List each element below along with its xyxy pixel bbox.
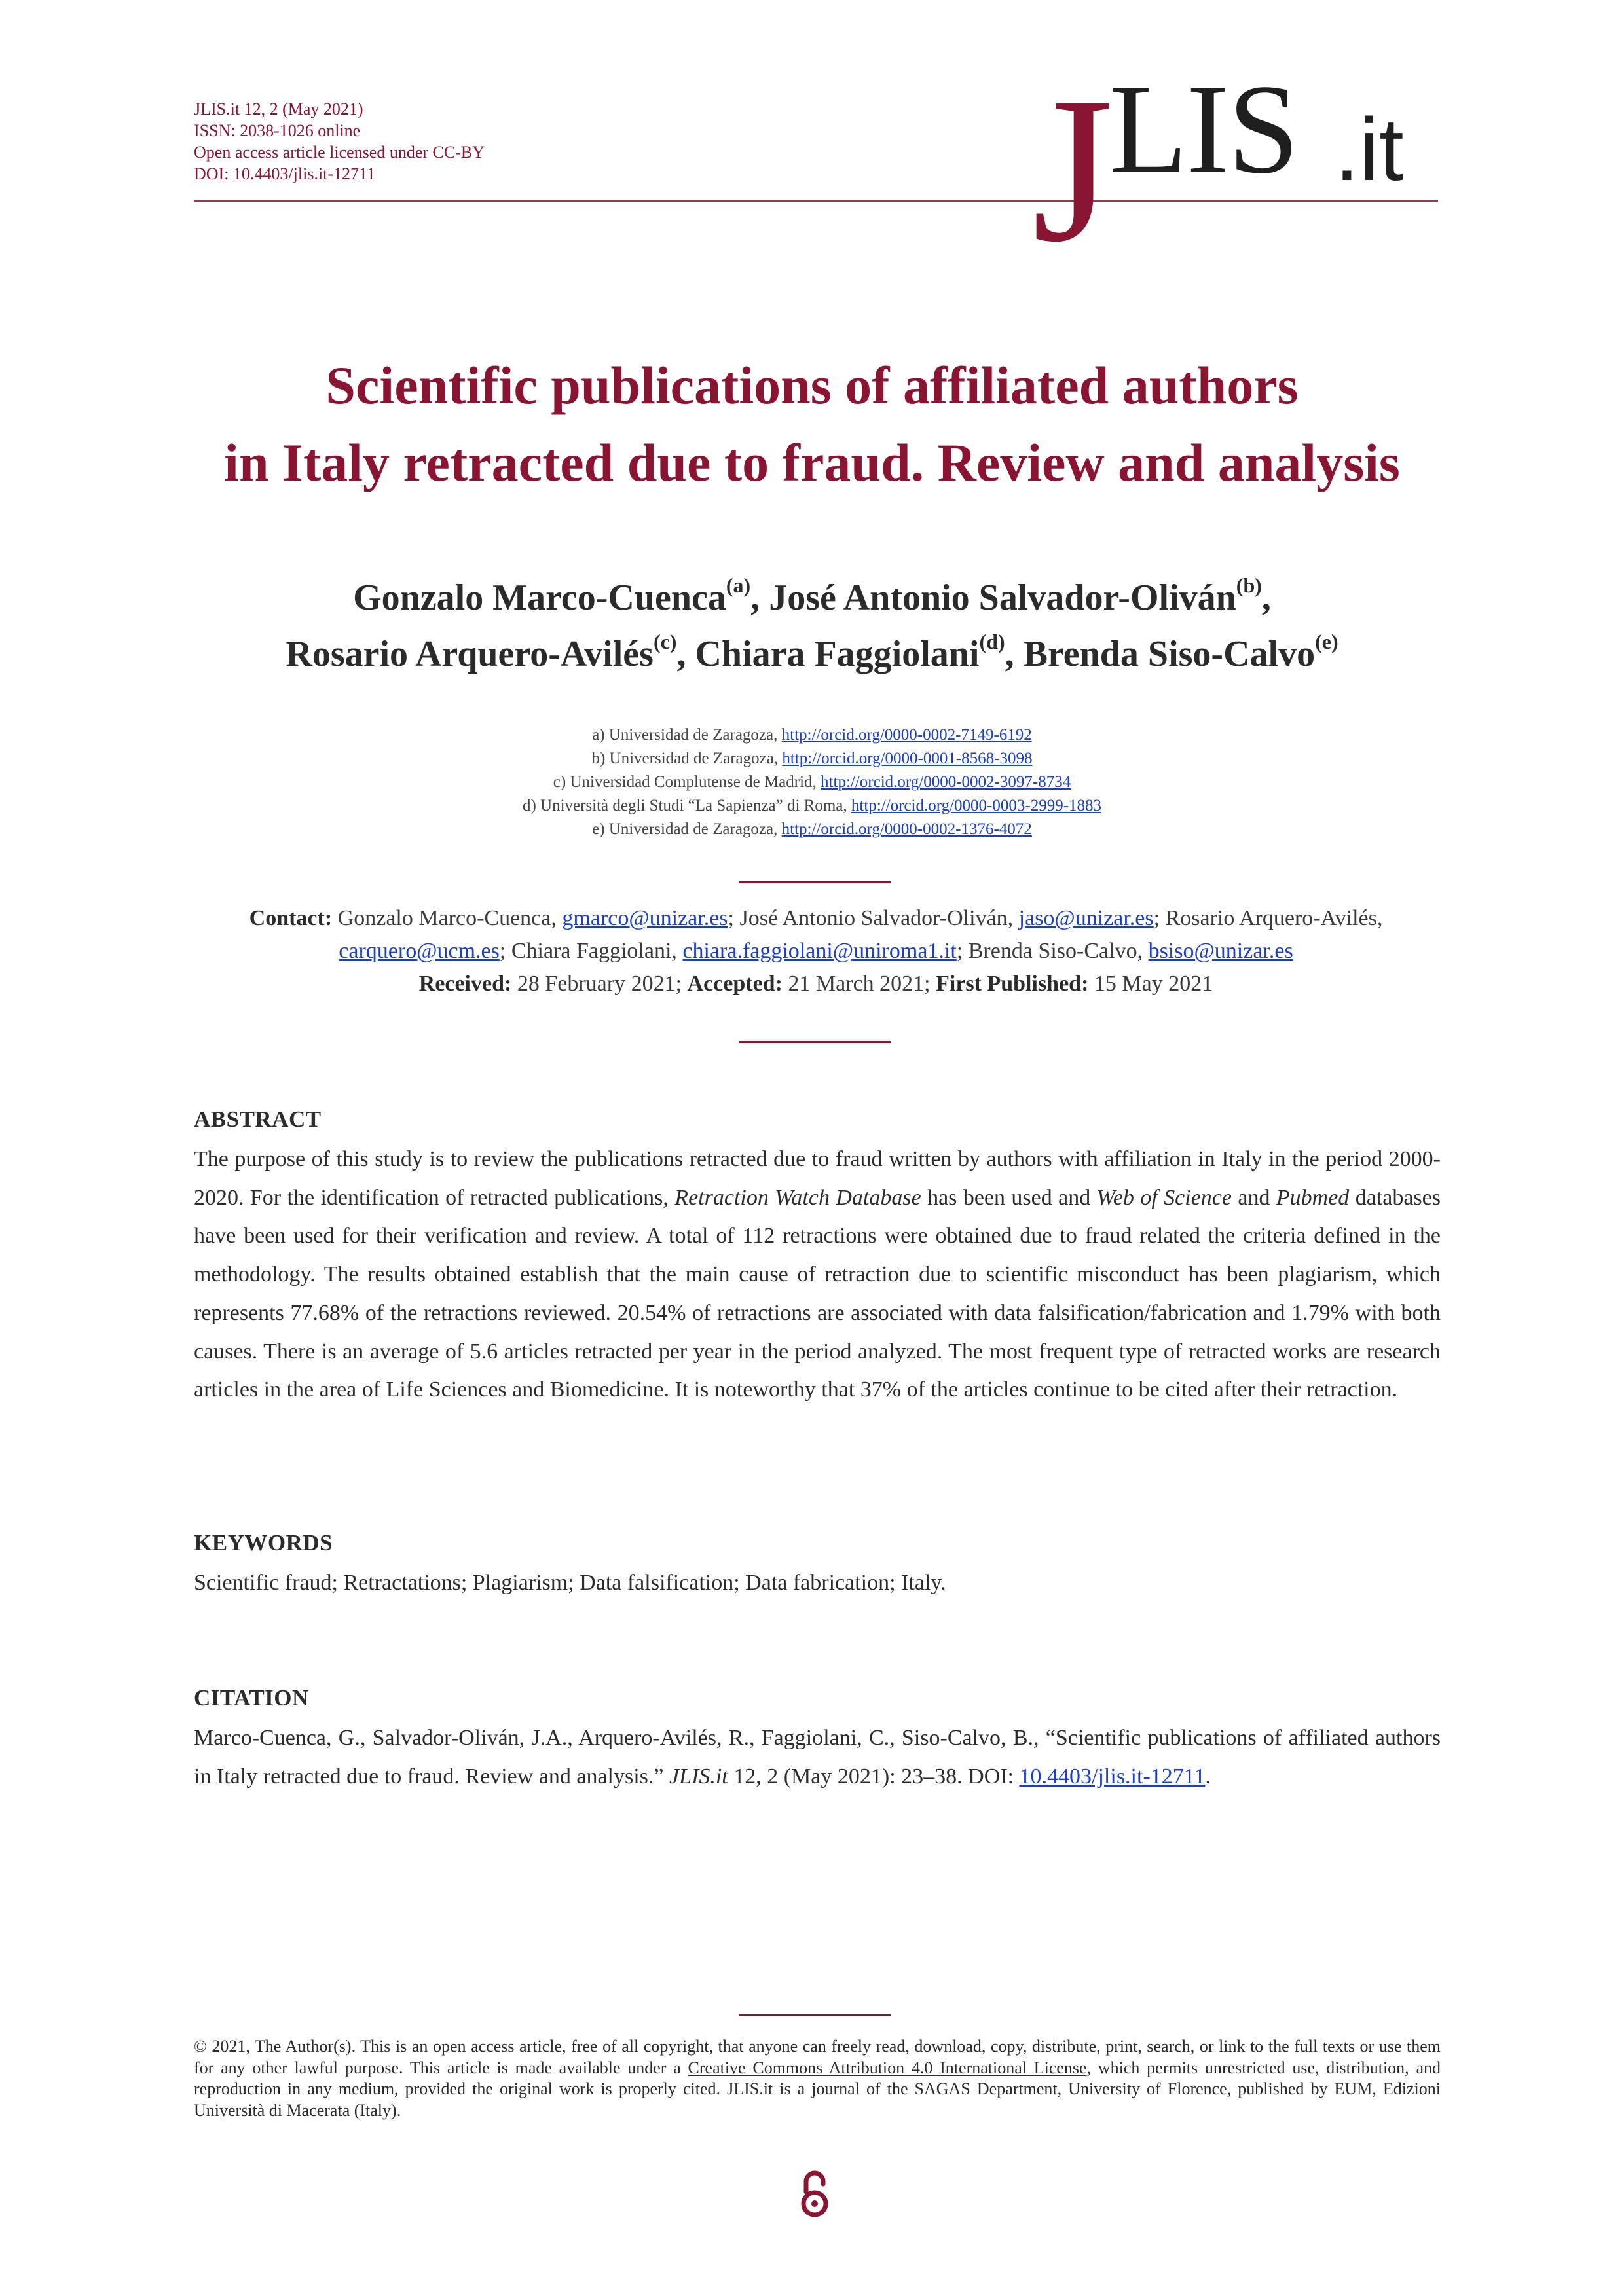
author-mark: (e) [1315,630,1338,653]
email-link[interactable]: carquero@ucm.es [339,939,500,963]
author-line-2: Rosario Arquero-Avilés$^{(c)}$, Chiara Faggiolani$^{(d)}$, Brenda Siso-Calvo$^{(e)}$ [286,630,1338,674]
affiliation-item [131,723,1493,747]
email-link[interactable]: chiara.faggiolani@uniroma1.it [682,939,957,963]
affiliation-item [131,747,1493,771]
received-date: 28 February 2021; [511,972,688,996]
accepted-label: Accepted: [687,972,783,996]
keywords-heading: KEYWORDS [194,1530,333,1556]
contact-text: ; Brenda Siso-Calvo, [956,939,1149,963]
email-link[interactable]: bsiso@unizar.es [1148,939,1293,963]
author-name: Chiara Faggiolani [695,634,980,674]
orcid-link[interactable]: http://orcid.org/0000-0002-3097-8734 [821,773,1071,791]
affiliation-item [131,818,1493,841]
contact-text: ; Chiara Faggiolani, [499,939,683,963]
meta-issue: JLIS.it 12, 2 (May 2021) [194,100,363,118]
author-name: Brenda Siso-Calvo [1023,634,1316,674]
author-mark: (d) [979,630,1005,653]
affiliation-item [131,771,1493,794]
license-notice: © 2021, The Author(s). This is an open access article, free of all copyright, that anyone can freely read, download, copy, distribute, print, search, or link to the full texts or use them for any other lawful purpose. This article is made available under a Creative Commons Attribution 4.0 International License, which permits unrestricted use, distribution, and reproduction in any medium, provided the original work is properly cited. JLIS.it is a journal of the SAGAS Department, University of Florence, published by EUM, Edizioni Università di Macerata (Italy). [194,2037,1441,2120]
abstract-heading: ABSTRACT [194,1106,322,1132]
citation-heading: CITATION [194,1685,309,1711]
meta-issn: ISSN: 2038-1026 online [194,121,361,140]
contact-text: ; Rosario Arquero-Avilés, [1153,906,1383,930]
affiliation-text: c) Universidad Complutense de Madrid, [553,773,821,791]
section-divider [739,1041,891,1043]
contact-text: ; José Antonio Salvador-Oliván, [728,906,1019,930]
author-line-1: Gonzalo Marco-Cuenca$^{(a)}$, José Antonio Salvador-Oliván$^{(b)}$, [353,574,1271,618]
published-date: 15 May 2021 [1088,972,1213,996]
affiliation-text: a) Universidad de Zaragoza, [592,726,782,744]
orcid-link[interactable]: http://orcid.org/0000-0002-7149-6192 [781,726,1032,744]
contact-label: Contact: [249,906,333,930]
author-name: Rosario Arquero-Avilés [286,634,654,674]
received-label: Received: [418,972,512,996]
affiliations [131,723,1493,841]
orcid-link[interactable]: http://orcid.org/0000-0003-2999-1883 [851,797,1102,814]
logo-it: .it [1335,100,1404,199]
footer-divider [739,2014,891,2016]
orcid-link[interactable]: http://orcid.org/0000-0001-8568-3098 [782,750,1033,767]
keywords-body: Scientific fraud; Retractations; Plagiarism; Data falsification; Data fabrication; Italy. [194,1571,946,1595]
open-access-icon [798,2167,831,2219]
affiliation-text: b) Universidad de Zaragoza, [591,750,783,767]
affiliation-text: d) Università degli Studi “La Sapienza” di Roma, [522,797,851,814]
contact-text: Gonzalo Marco-Cuenca, [332,906,563,930]
author-list [131,570,1493,682]
license-link[interactable]: Creative Commons Attribution 4.0 International License [688,2058,1087,2077]
article-title [131,347,1493,501]
journal-logo [1032,54,1438,288]
journal-meta [194,98,485,185]
abstract-body: The purpose of this study is to review the publications retracted due to fraud written by authors with affiliation in Italy in the period 2000-2020. For the identification of retracted publications, Retraction Watch Database has been used and Web of Science and Pubmed databases have been used for their verification and review. A total of 112 retractions were obtained due to fraud related the criteria defined in the methodology. The results obtained establish that the main cause of retraction due to scientific misconduct has been plagiarism, which represents 77.68% of the retractions reviewed. 20.54% of retractions are associated with data falsification/fabrication and 1.79% with both causes. There is an average of 5.6 articles retracted per year in the period analyzed. The most frequent type of retracted works are research articles in the area of Life Sciences and Biomedicine. It is noteworthy that 37% of the articles continue to be cited after their retraction. [194,1147,1441,1402]
author-mark: (a) [726,574,751,597]
author-mark: (b) [1236,574,1262,597]
email-link[interactable]: jaso@unizar.es [1018,906,1154,930]
author-mark: (c) [653,630,677,653]
citation-body: Marco-Cuenca, G., Salvador-Oliván, J.A., Arquero-Avilés, R., Faggiolani, C., Siso-Calvo, B., “Scientific publications of affiliated authors in Italy retracted due to fraud. Review and analysis.” JLIS.it 12, 2 (May 2021): 23–38. DOI: 10.4403/jlis.it-12711. [194,1726,1441,1789]
section-divider [739,881,891,883]
doi-link[interactable]: 10.4403/jlis.it-12711 [1019,1764,1206,1789]
title-line-1: Scientific publications of affiliated authors [325,355,1299,415]
logo-lis: LIS [1109,58,1298,200]
orcid-link[interactable]: http://orcid.org/0000-0002-1376-4072 [781,820,1032,838]
title-line-2: in Italy retracted due to fraud. Review and analysis [224,433,1400,492]
affiliation-item [131,794,1493,818]
author-name: Gonzalo Marco-Cuenca [353,577,726,618]
author-name: José Antonio Salvador-Oliván [769,577,1236,618]
affiliation-text: e) Universidad de Zaragoza, [592,820,782,838]
contact-block [194,902,1438,1000]
published-label: First Published: [936,972,1089,996]
meta-license: Open access article licensed under CC-BY [194,143,485,162]
logo-j: J [1032,54,1113,285]
accepted-date: 21 March 2021; [782,972,936,996]
email-link[interactable]: gmarco@unizar.es [562,906,728,930]
meta-doi: DOI: 10.4403/jlis.it-12711 [194,164,376,183]
